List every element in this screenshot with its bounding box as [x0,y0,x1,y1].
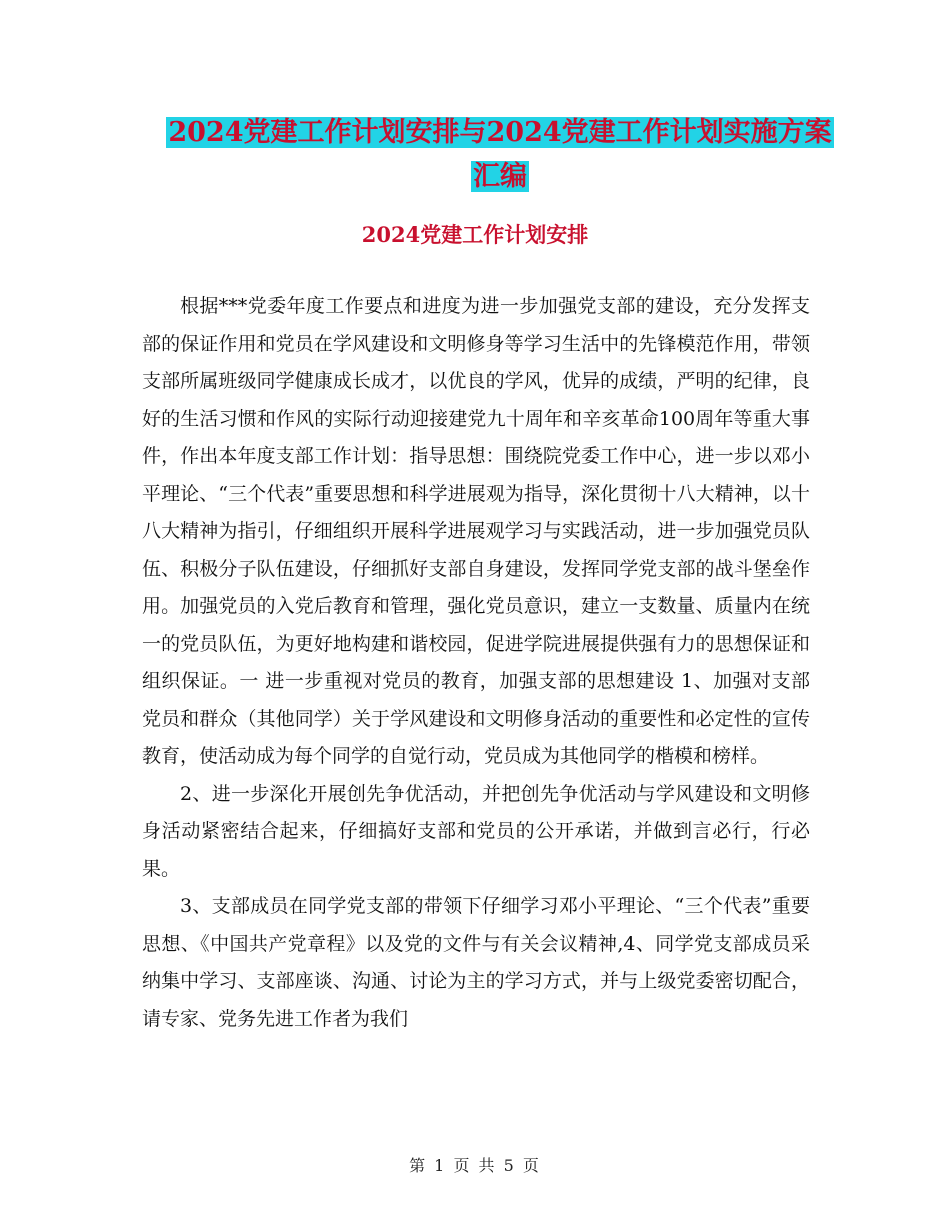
paragraph-2: 2、进一步深化开展创先争优活动，并把创先争优活动与学风建设和文明修身活动紧密结合起来，仔细搞好支部和党员的公开承诺，并做到言必行，行必果。 [142,782,810,880]
document-title [140,111,860,199]
document-title-line-1: 2024党建工作计划安排与2024党建工作计划实施方案 [168,117,832,148]
document-body [142,288,810,1038]
document-title-line-2: 汇编 [473,161,527,192]
section-title: 2024党建工作计划安排 [361,222,589,247]
paragraph-3: 3、支部成员在同学党支部的带领下仔细学习邓小平理论、“三个代表”重要思想、《中国共产党章程》以及党的文件与有关会议精神,4、同学党支部成员采纳集中学习、支部座谈、沟通、讨论为主的学习方式，并与上级党委密切配合，请专家、党务先进工作者为我们 [142,895,810,1030]
paragraph-1: 根据***党委年度工作要点和进度为进一步加强党支部的建设，充分发挥支部的保证作用和党员在学风建设和文明修身等学习生活中的先锋模范作用，带领支部所属班级同学健康成长成才，以优良的学风，优异的成绩，严明的纪律，良好的生活习惯和作风的实际行动迎接建党九十周年和辛亥革命100周年等重大事件，作出本年度支部工作计划：指导思想：围绕院党委工作中心，进一步以邓小平理论、“三个代表”重要思想和科学进展观为指导，深化贯彻十八大精神，以十八大精神为指引，仔细组织开展科学进展观学习与实践活动，进一步加强党员队伍、积极分子队伍建设，仔细抓好支部自身建设，发挥同学党支部的战斗堡垒作用。加强党员的入党后教育和管理，强化党员意识，建立一支数量、质量内在统一的党员队伍，为更好地构建和谐校园，促进学院进展提供强有力的思想保证和组织保证。一 进一步重视对党员的教育，加强支部的思想建设 1、加强对支部党员和群众（其他同学）关于学风建设和文明修身活动的重要性和必定性的宣传教育，使活动成为每个同学的自觉行动，党员成为其他同学的楷模和榜样。 [142,295,810,767]
page-indicator: 第 1 页 共 5 页 [409,1156,541,1175]
